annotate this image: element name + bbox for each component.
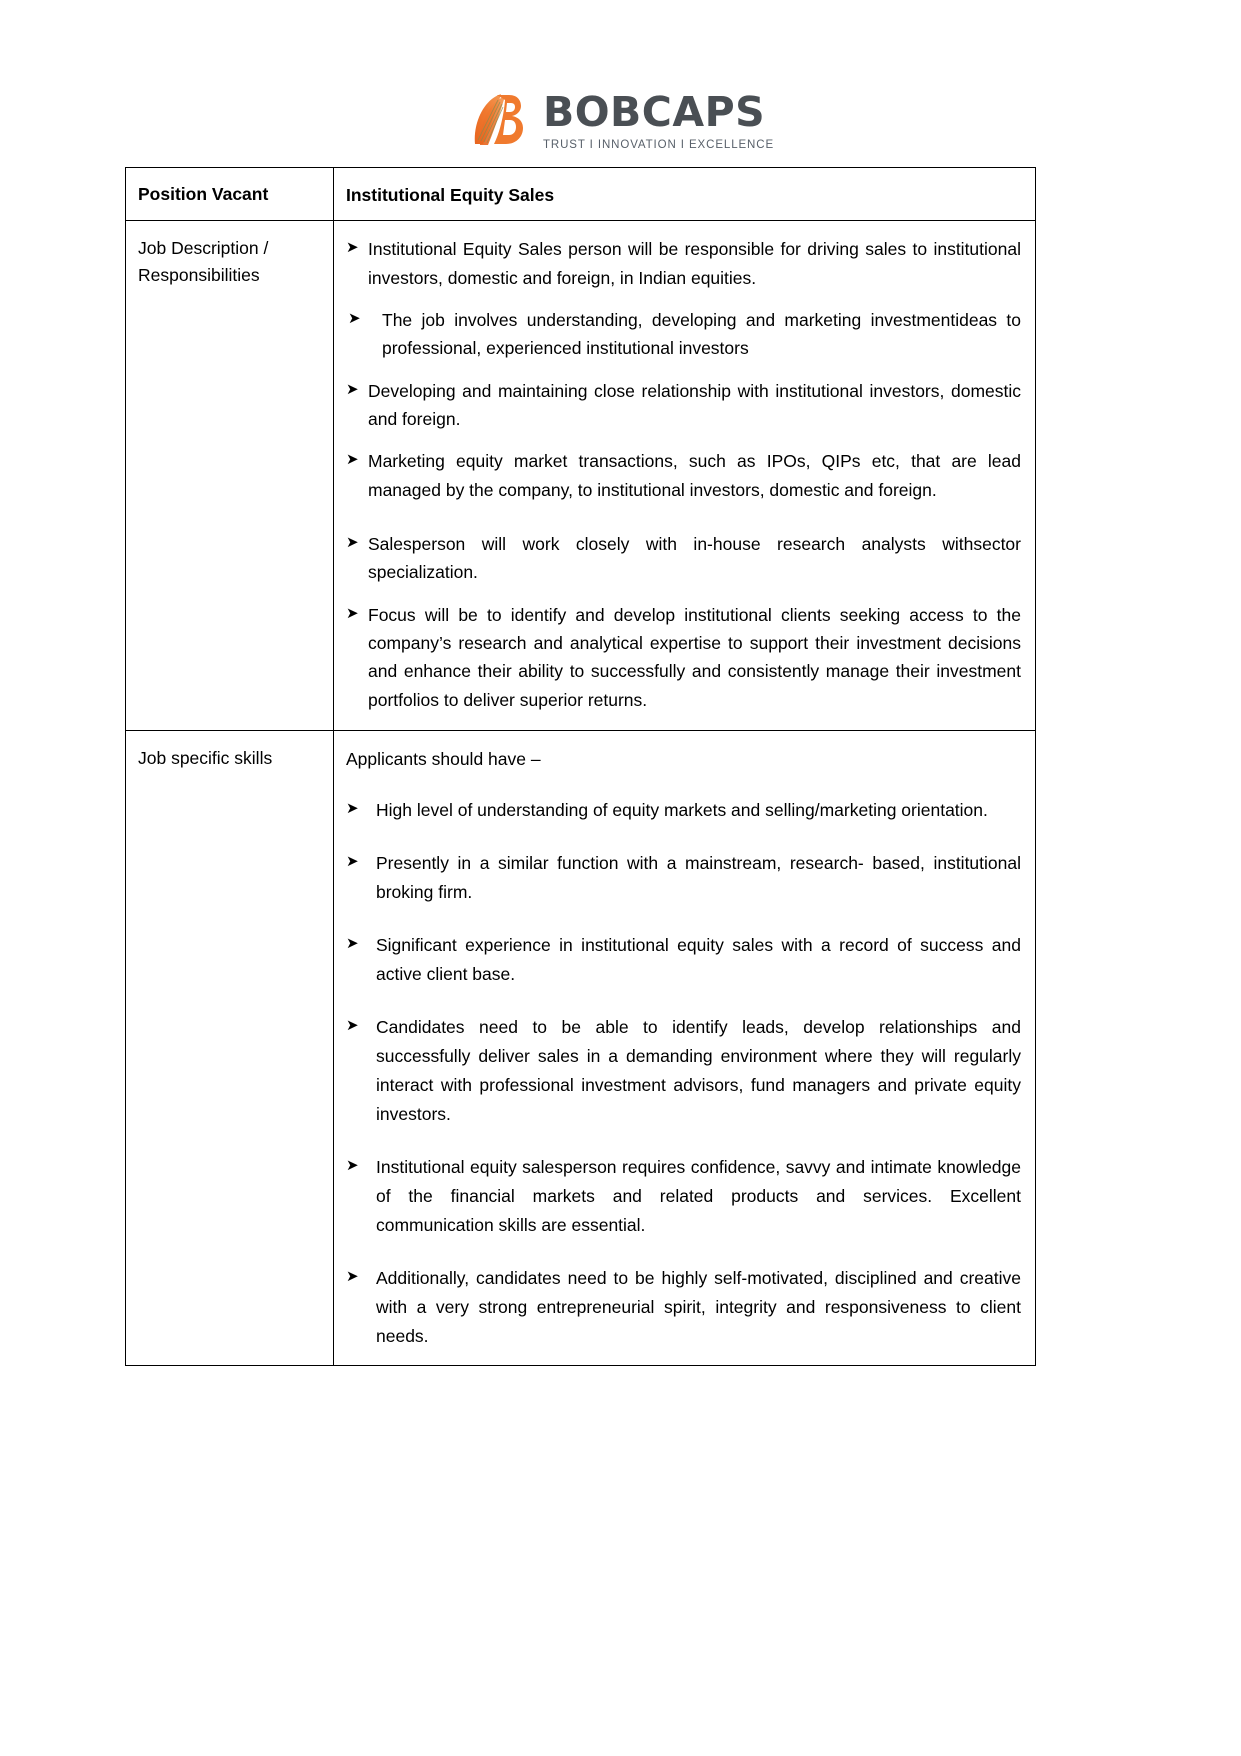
arrow-bullet-icon: ➤ bbox=[346, 1268, 359, 1286]
list-item-text: Institutional Equity Sales person will be responsible for driving sales to institutional investors, domestic and foreign, in Indian equities. bbox=[368, 239, 1021, 288]
list-item-text: Institutional equity salesperson requires confidence, savvy and intimate knowledge of the financial markets and related products and services. Excellent communication skills are essential. bbox=[376, 1156, 1021, 1236]
document-header bbox=[0, 0, 1241, 167]
arrow-bullet-icon: ➤ bbox=[346, 1156, 359, 1174]
arrow-bullet-icon: ➤ bbox=[346, 934, 359, 952]
bobcaps-logo bbox=[467, 88, 774, 151]
list-item-text: Presently in a similar function with a mainstream, research- based, institutional broking firm. bbox=[376, 852, 1021, 902]
list-item bbox=[346, 1264, 1021, 1351]
job-description-label: Job Description / Responsibilities bbox=[138, 238, 269, 285]
list-item-text: High level of understanding of equity markets and selling/marketing orientation. bbox=[376, 799, 988, 820]
bobcaps-flame-b-icon bbox=[467, 88, 529, 150]
table-row-job-specific-skills bbox=[126, 731, 1036, 1366]
list-item-text: Candidates need to be able to identify leads, develop relationships and successfully deliver sales in a demanding environment where they will regularly interact with professional investment advisors, fund managers and private equity investors. bbox=[376, 1016, 1021, 1124]
job-specific-skills-list bbox=[346, 796, 1021, 1352]
arrow-bullet-icon: ➤ bbox=[346, 451, 359, 469]
job-description-bullet-list bbox=[346, 235, 1021, 714]
table-cell-label bbox=[126, 221, 334, 731]
table-cell-value bbox=[334, 221, 1036, 731]
table-row-position-vacant bbox=[126, 168, 1036, 221]
list-item bbox=[346, 447, 1021, 504]
job-specific-skills-content bbox=[334, 731, 1035, 1365]
arrow-bullet-icon: ➤ bbox=[346, 604, 359, 622]
arrow-bullet-icon: ➤ bbox=[348, 310, 361, 328]
job-specific-skills-label: Job specific skills bbox=[138, 748, 273, 769]
arrow-bullet-icon: ➤ bbox=[346, 1016, 359, 1034]
list-item bbox=[346, 530, 1021, 587]
list-item bbox=[346, 601, 1021, 714]
list-item bbox=[346, 1153, 1021, 1240]
arrow-bullet-icon: ➤ bbox=[346, 380, 359, 398]
list-item bbox=[346, 306, 1021, 363]
list-item bbox=[346, 1013, 1021, 1129]
list-item bbox=[346, 377, 1021, 434]
list-item-text: Additionally, candidates need to be highly self-motivated, disciplined and creative with a very strong entrepreneurial spirit, integrity and responsiveness to client needs. bbox=[376, 1268, 1021, 1347]
position-vacant-label: Position Vacant bbox=[138, 184, 269, 204]
position-vacant-value: Institutional Equity Sales bbox=[346, 185, 555, 205]
list-item bbox=[346, 235, 1021, 292]
list-item-text: Significant experience in institutional equity sales with a record of success and active client base. bbox=[376, 934, 1021, 984]
list-item-text: Salesperson will work closely with in-house research analysts withsector specialization. bbox=[368, 534, 1021, 583]
applicants-should-have-lead: Applicants should have – bbox=[346, 749, 541, 770]
table-cell-label bbox=[126, 731, 334, 1366]
table-cell-value bbox=[334, 731, 1036, 1366]
table-cell-label bbox=[126, 168, 334, 221]
list-item bbox=[346, 796, 1021, 825]
list-item-text: Focus will be to identify and develop institutional clients seeking access to the company’s research and analytical expertise to support their investment decisions and enhance their ability to successfully and consistently manage their investment portfolios to deliver superior returns. bbox=[368, 604, 1021, 710]
logo-tagline: TRUST I INNOVATION I EXCELLENCE bbox=[542, 139, 775, 151]
job-description-content bbox=[334, 221, 1035, 730]
arrow-bullet-icon: ➤ bbox=[346, 239, 359, 257]
list-item-text: Developing and maintaining close relationship with institutional investors, domestic and foreign. bbox=[368, 380, 1021, 430]
logo-wordmark: BOBCAPS bbox=[542, 88, 766, 136]
job-description-table bbox=[125, 167, 1036, 1366]
list-item bbox=[346, 849, 1021, 907]
table-row-job-description bbox=[126, 221, 1036, 731]
arrow-bullet-icon: ➤ bbox=[346, 799, 359, 817]
table-cell-value bbox=[334, 168, 1036, 221]
list-item-text: Marketing equity market transactions, such as IPOs, QIPs etc, that are lead managed by the company, to institutional investors, domestic and foreign. bbox=[368, 451, 1021, 500]
arrow-bullet-icon: ➤ bbox=[346, 852, 359, 870]
arrow-bullet-icon: ➤ bbox=[346, 534, 359, 552]
logo-text-block bbox=[543, 88, 774, 151]
list-item-text: The job involves understanding, developing and marketing investmentideas to professional, experienced institutional investors bbox=[382, 310, 1021, 359]
list-item bbox=[346, 931, 1021, 989]
